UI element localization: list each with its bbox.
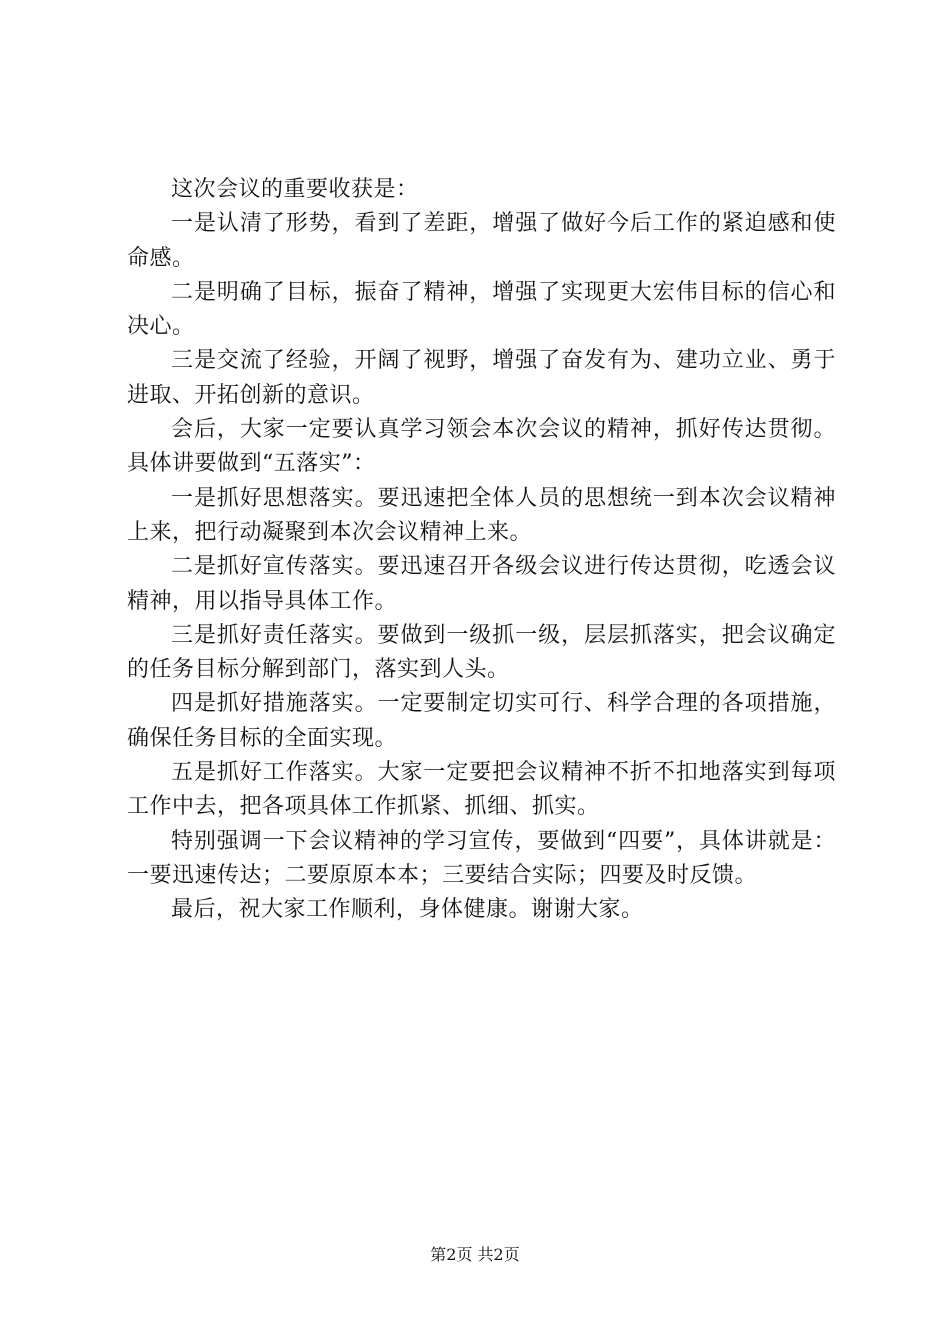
paragraph-summary-intro: 这次会议的重要收获是： [171,177,419,202]
paragraph-implementation-5: 五是抓好工作落实。大家一定要把会议精神不折不扣地落实到每项工作中去，把各项具体工作抓紧、抓细、抓实。 [127,760,836,820]
paragraph-implementation-2: 二是抓好宣传落实。要迅速召开各级会议进行传达贯彻，吃透会议精神，用以指导具体工作。 [127,554,836,614]
paragraph-implementation-3: 三是抓好责任落实。要做到一级抓一级，层层抓落实，把会议确定的任务目标分解到部门，落实到人头。 [127,622,836,683]
document-body [127,173,836,928]
paragraph-gain-3: 三是交流了经验，开阔了视野，增强了奋发有为、建功立业、勇于进取、开拓创新的意识。 [127,348,836,408]
paragraph-gain-1: 一是认清了形势，看到了差距，增强了做好今后工作的紧迫感和使命感。 [127,211,836,271]
paragraph-four-requirements: 特别强调一下会议精神的学习宣传，要做到“四要”，具体讲就是：一要迅速传达；二要原原本本；三要结合实际；四要及时反馈。 [127,828,836,888]
paragraph-implementation-4: 四是抓好措施落实。一定要制定切实可行、科学合理的各项措施，确保任务目标的全面实现。 [127,691,836,751]
paragraph-five-implementations-intro: 会后，大家一定要认真学习领会本次会议的精神，抓好传达贯彻。具体讲要做到“五落实”： [127,417,836,477]
page-footer: 第2页 共2页 [430,1245,520,1264]
paragraph-closing: 最后，祝大家工作顺利，身体健康。谢谢大家。 [171,897,644,923]
paragraph-implementation-1: 一是抓好思想落实。要迅速把全体人员的思想统一到本次会议精神上来，把行动凝聚到本次会议精神上来。 [127,485,836,545]
paragraph-gain-2: 二是明确了目标，振奋了精神，增强了实现更大宏伟目标的信心和决心。 [127,279,836,340]
